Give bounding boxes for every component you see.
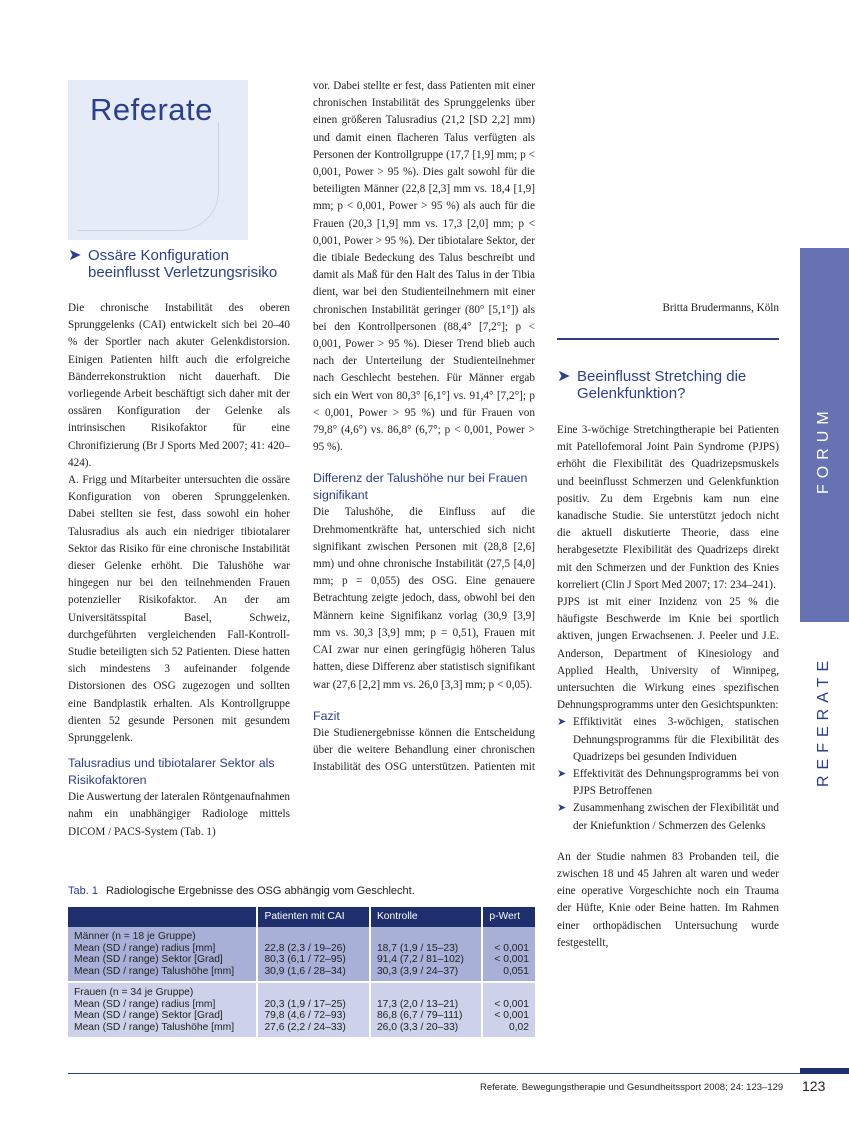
article2-paragraph-1: Eine 3-wöchige Stretchingtherapie bei Patienten mit Patellofemoral Joint Pain Syndrome (PJPS) erhöht die Flexibilität des Quadrizepsmuskels und beeinflusst Schmerzen und Gelenkfunktion positiv. Zu dem Ergebnis kam nun eine kanadische Studie. Sie unterstützt jedoch nicht die aktuell diskutierte Theorie, dass eine herabgesetzte Flexibilität des Quadrizeps direkt mit den Schmerzen und der Funktion des Knies korreliert (Clin J Sport Med 2007; 17: 234–241). [557, 424, 779, 591]
table-cell: < 0,001 < 0,001 0,02 [482, 982, 535, 1037]
article2-paragraph-2: PJPS ist mit einer Inzidenz von 25 % die häufigste Beschwerde im Knie bei sportlich aktiven, jungen Erwachsenen. J. Peeler und J.E. Anderson, Department of Kinesiology and Applied Health, University of Winnipeg, untersuchten die Wirkung eines spezifischen Dehnungsprogramms unter den Gesichtspunkten: [557, 596, 779, 712]
table-cell: < 0,001 < 0,001 0,051 [482, 927, 535, 982]
footer-citation: Referate. Bewegungstherapie und Gesundheitssport 2008; 24: 123–129 [480, 1082, 784, 1093]
arrow-icon: ➤ [68, 247, 82, 264]
table-cell: 17,3 (2,0 / 13–21) 86,8 (6,7 / 79–111) 26,0 (3,3 / 20–33) [370, 982, 482, 1037]
article2-bullet-list [557, 714, 779, 834]
arrow-icon: ➤ [557, 368, 571, 385]
table-caption-number: Tab. 1 [68, 885, 98, 897]
table-cell: Männer (n = 18 je Gruppe) Mean (SD / range) radius [mm] Mean (SD / range) Sektor [Grad] Mean (SD / range) Talushöhe [mm] [68, 927, 257, 982]
list-item: ➤ Effektivität des Dehnungsprogramms bei von PJPS Betroffenen [557, 768, 779, 798]
page-number: 123 [802, 1078, 826, 1094]
list-item: ➤ Zusammenhang zwischen der Flexibilität und der Kniefunktion / Schmerzen des Gelenks [557, 802, 779, 832]
footer-rule [68, 1073, 849, 1074]
table-header-cell: Patienten mit CAI [257, 907, 369, 927]
column-2 [313, 78, 535, 777]
article2-paragraph-3: An der Studie nahmen 83 Probanden teil, die zwischen 18 und 45 Jahren alt waren und weder eine operative Vorgeschichte noch ein Trauma der Hüfte, Knie oder Beine hatten. Im Rahmen einer orthopädischen Untersuchung wurde festgestellt, [557, 850, 779, 949]
article2-heading [557, 368, 779, 402]
article1-subheading-1: Talusradius und tibiotalarer Sektor als Risikofaktoren [68, 756, 275, 788]
article1-paragraph-4: vor. Dabei stellte er fest, dass Patienten mit einer chronischen Instabilität des Sprunggelenks über einen größeren Talusradius (21,2 [SD 2,2] mm) und damit einen flacheren Talus verfügten als Personen der Kontrollgruppe (17,7 [1,9] mm; p < 0,001, Power > 95 %). Dies galt sowohl für die beteiligten Männer (22,8 [2,3] mm vs. 18,4 [1,9] mm; p < 0,001, Power > 95 %) als auch für die Frauen (20,3 [1,9] mm vs. 17,3 [2,0] mm; p < 0,001, Power > 95 %). Der tibiotalare Sektor, der die tibiale Bedeckung des Talus beschreibt und damit als Maß für den Halt des Talus in der Tibia dient, war bei den Studienteilnehmern mit einer chronischen Instabilität geringer (80° [5,1°]) als bei den Kontrollpersonen (88,4° [7,2°]; p < 0,001, Power > 95 %). Dieser Trend blieb auch nach der Unterteilung der Studienteilnehmer nach Geschlecht bestehen. Für Männer ergab sich ein Wert von 80,3° [6,1°] vs. 91,4° [7,2°]; p < 0,001, Power > 95 %) und für Frauen von 79,8° (4,6°) vs. 86,8° (6,7°; p < 0,001, Power > 95 %). [313, 80, 535, 454]
results-table [68, 907, 535, 1037]
arrow-icon: ➤ [557, 768, 567, 781]
article1-paragraph-6-start [313, 725, 535, 777]
article1-conclusion: Die Studienergebnisse können die Entscheidung über die weitere Behandlung einer chronischen Instabilität des OSG unterstützen. Patienten mit [313, 726, 535, 774]
side-tab-referate-label: REFERATE [815, 654, 832, 787]
table-row [68, 982, 535, 1037]
table-header-cell: Kontrolle [370, 907, 482, 927]
header-box [68, 80, 248, 240]
table-caption-text: Radiologische Ergebnisse des OSG abhängig vom Geschlecht. [105, 885, 415, 897]
article1-heading-text: Ossäre Konfiguration beeinflusst Verletzungsrisiko [88, 247, 278, 281]
arrow-icon: ➤ [557, 716, 567, 729]
header-box-decoration [78, 122, 219, 231]
table-row [68, 927, 535, 982]
table-cell: 20,3 (1,9 / 17–25) 79,8 (4,6 / 72–93) 27,6 (2,2 / 24–33) [257, 982, 369, 1037]
article1-intro: Die chronische Instabilität des oberen Sprunggelenks (CAI) entwickelt sich bei 20–40 % der Sportler nach akuter Gelenkdistorsion. Einigen Patienten hilft auch die erfolgreiche Bänderrekonstruktion nicht dauerhaft. Die vorliegende Arbeit beschäftigt sich daher mit der ossären Konfiguration der Gelenke als intrinsischen Risikofaktor für eine Chronifizierung (Br J Sports Med 2007; 41: 420–424). [68, 302, 290, 469]
article1-author: Britta Brudermanns, Köln [662, 302, 779, 314]
column-1 [68, 300, 290, 841]
table-header-row [68, 907, 535, 927]
page-title: Referate [90, 92, 213, 127]
side-tab-forum-label: FORUM [815, 405, 832, 494]
table-cell: 18,7 (1,9 / 15–23) 91,4 (7,2 / 81–102) 30,3 (3,9 / 24–37) [370, 927, 482, 982]
article1-subheading-2: Differenz der Talushöhe nur bei Frauen signifikant [313, 471, 528, 503]
article1-paragraph-3: Die Auswertung der lateralen Röntgenaufnahmen nahm ein unabhängiger Radiologe mittels DICOM / PACS-System (Tab. 1) [68, 791, 290, 838]
list-item: ➤ Effiktivität eines 3-wöchigen, statischen Dehnungsprogramms für die Flexibilität des Quadrizeps bei gesunden Individuen [557, 716, 779, 763]
article2-body [557, 422, 779, 952]
footer-accent-bar [800, 1068, 849, 1074]
table-header-cell [68, 907, 257, 927]
arrow-icon: ➤ [557, 802, 567, 815]
article1-subheading-3: Fazit [313, 708, 340, 723]
article1-heading [68, 247, 293, 281]
table-header-cell: p-Wert [482, 907, 535, 927]
article1-paragraph-5: Die Talushöhe, die Einfluss auf die Drehmomentkräfte hat, unterschied sich nicht signifikant zwischen Personen mit (28,8 [2,6] mm) und ohne chronische Instabilität (27,5 [4,0] mm; p = 0,055) des OSG. Eine genauere Betrachtung zeigte jedoch, dass, obwohl bei den Männern keine Signifikanz vorlag (30,9 [3,9] mm vs. 30,3 [3,9] mm; p = 0,51), Frauen mit CAI zwar nur einen geringfügig höheren Talus hatten, diese Differenz aber statistisch signifikant war (27,6 [2,2] mm vs. 26,0 [3,3] mm; p < 0,05). [313, 506, 535, 691]
table-cell: Frauen (n = 34 je Gruppe) Mean (SD / range) radius [mm] Mean (SD / range) Sektor [Grad] Mean (SD / range) Talushöhe [mm] [68, 982, 257, 1037]
divider [557, 338, 779, 340]
table-cell: 22,8 (2,3 / 19–26) 80,3 (6,1 / 72–95) 30,9 (1,6 / 28–34) [257, 927, 369, 982]
article1-paragraph-2: A. Frigg und Mitarbeiter untersuchten die ossäre Konfiguration von oberen Sprunggelenken. Dabei stellten sie fest, dass sowohl ein hoher Talusradius als auch ein niedriger tibiotalarer Sektor das Risiko für eine chronische Instabilität dieser Gelenke erhöht. Die Talushöhe war hingegen nur bei den teilnehmenden Frauen potenzieller Risikofaktor. An der am Universitätsspital Basel, Schweiz, durchgeführten vergleichenden Fall-Kontroll-Studie beteiligten sich 52 Patienten. Diese hatten sich mindestens 3 aufeinander folgende Distorsionen des OSG zugezogen und sollten eine Bandplastik erhalten. Als Kontrollgruppe dienten 52 gesunde Personen mit gesundem Sprunggelenk. [68, 474, 290, 745]
article2-heading-text: Beeinflusst Stretching die Gelenkfunktion? [577, 368, 747, 402]
table-caption [68, 885, 415, 897]
